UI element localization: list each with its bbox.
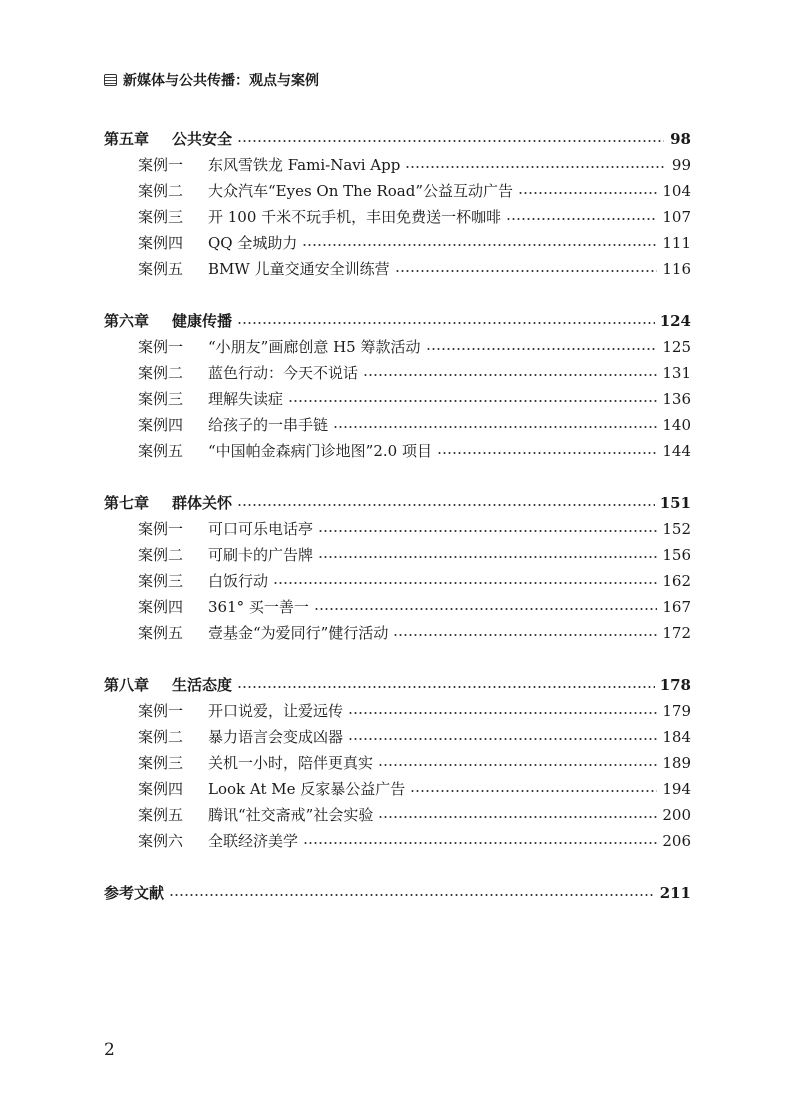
toc-case-entry[interactable] (104, 256, 691, 282)
toc-case-entry[interactable] (104, 334, 691, 360)
page-number: 178 (659, 676, 691, 694)
case-title: 361° 买一善一 (208, 598, 309, 616)
toc-case-entry[interactable] (104, 360, 691, 386)
dot-leader (426, 348, 658, 350)
page-number: 144 (662, 442, 691, 460)
chapter-number: 第八章 (104, 676, 150, 694)
case-title: QQ 全城助力 (208, 234, 298, 252)
dot-leader (318, 556, 657, 558)
case-title: 全联经济美学 (208, 832, 299, 850)
dot-leader (405, 166, 664, 168)
chapter-number: 第七章 (104, 494, 150, 512)
chapter-8 (104, 672, 691, 854)
toc-case-entry[interactable] (104, 724, 691, 750)
dot-leader (393, 634, 657, 636)
case-number: 案例一 (138, 156, 184, 174)
toc-chapter-entry[interactable] (104, 308, 691, 334)
case-title: 可刷卡的广告牌 (208, 546, 314, 564)
toc-case-entry[interactable] (104, 230, 691, 256)
case-number: 案例六 (138, 832, 184, 850)
page-number: 125 (662, 338, 691, 356)
chapter-5 (104, 126, 691, 282)
page-number: 151 (659, 494, 691, 512)
page-number: 206 (662, 832, 691, 850)
page-number: 131 (662, 364, 691, 382)
toc-case-entry[interactable] (104, 386, 691, 412)
case-number: 案例一 (138, 338, 184, 356)
case-title: 关机一小时，陪伴更真实 (208, 754, 374, 772)
case-title: 暴力语言会变成凶器 (208, 728, 344, 746)
case-title: 给孩子的一串手链 (208, 416, 329, 434)
page-number: 167 (662, 598, 691, 616)
toc-case-entry[interactable] (104, 698, 691, 724)
case-number: 案例四 (138, 780, 184, 798)
page-number: 107 (662, 208, 691, 226)
dot-leader (302, 244, 657, 246)
dot-leader (237, 504, 655, 506)
dot-leader (169, 894, 655, 896)
page-number: 184 (662, 728, 691, 746)
chapter-title: 公共安全 (172, 130, 233, 148)
case-number: 案例五 (138, 442, 184, 460)
page-number: 211 (659, 884, 691, 902)
case-title: 开 100 千米不玩手机，丰田免费送一杯咖啡 (208, 208, 502, 226)
dot-leader (318, 530, 657, 532)
case-title: BMW 儿童交通安全训练营 (208, 260, 390, 278)
toc-case-entry[interactable] (104, 412, 691, 438)
dot-leader (237, 140, 664, 142)
toc-case-entry[interactable] (104, 802, 691, 828)
dot-leader (378, 764, 657, 766)
toc-case-entry[interactable] (104, 750, 691, 776)
page-number: 124 (659, 312, 691, 330)
page-number: 179 (662, 702, 691, 720)
case-number: 案例三 (138, 390, 184, 408)
case-number: 案例二 (138, 182, 184, 200)
dot-leader (273, 582, 657, 584)
toc-case-entry[interactable] (104, 828, 691, 854)
case-number: 案例二 (138, 728, 184, 746)
toc-chapter-entry[interactable] (104, 490, 691, 516)
running-head (104, 70, 319, 90)
case-number: 案例二 (138, 546, 184, 564)
case-title: Look At Me 反家暴公益广告 (208, 780, 406, 798)
case-number: 案例四 (138, 234, 184, 252)
case-title: “小朋友”画廊创意 H5 筹款活动 (208, 338, 421, 356)
page-number: 140 (662, 416, 691, 434)
case-title: 腾讯“社交斋戒”社会实验 (208, 806, 374, 824)
case-number: 案例三 (138, 572, 184, 590)
dot-leader (410, 790, 657, 792)
chapter-title: 健康传播 (172, 312, 233, 330)
page-number: 99 (671, 156, 691, 174)
dot-leader (518, 192, 657, 194)
page-number: 156 (662, 546, 691, 564)
page-number: 200 (662, 806, 691, 824)
table-of-contents (104, 126, 691, 906)
case-title: 大众汽车“Eyes On The Road”公益互动广告 (208, 182, 514, 200)
page-number: 189 (662, 754, 691, 772)
dot-leader (348, 712, 657, 714)
case-number: 案例五 (138, 806, 184, 824)
dot-leader (363, 374, 657, 376)
case-number: 案例四 (138, 598, 184, 616)
chapter-title: 群体关怀 (172, 494, 233, 512)
chapter-title: 生活态度 (172, 676, 233, 694)
toc-case-entry[interactable] (104, 204, 691, 230)
dot-leader (237, 686, 655, 688)
page-number: 152 (662, 520, 691, 538)
case-number: 案例三 (138, 208, 184, 226)
chapter-number: 第六章 (104, 312, 150, 330)
chapter-number: 第五章 (104, 130, 150, 148)
dot-leader (437, 452, 657, 454)
toc-case-entry[interactable] (104, 568, 691, 594)
dot-leader (348, 738, 657, 740)
dot-leader (378, 816, 657, 818)
case-title: “中国帕金森病门诊地图”2.0 项目 (208, 442, 432, 460)
page-number: 172 (662, 624, 691, 642)
case-number: 案例一 (138, 702, 184, 720)
case-title: 可口可乐电话亭 (208, 520, 314, 538)
toc-case-entry[interactable] (104, 776, 691, 802)
dot-leader (333, 426, 657, 428)
book-icon (104, 74, 117, 86)
dot-leader (395, 270, 658, 272)
toc-chapter-entry[interactable] (104, 672, 691, 698)
case-number: 案例二 (138, 364, 184, 382)
page-number: 136 (662, 390, 691, 408)
case-number: 案例四 (138, 416, 184, 434)
case-number: 案例五 (138, 260, 184, 278)
case-title: 蓝色行动：今天不说话 (208, 364, 359, 382)
page-number: 116 (662, 260, 691, 278)
case-title: 理解失读症 (208, 390, 284, 408)
dot-leader (237, 322, 655, 324)
toc-case-entry[interactable] (104, 542, 691, 568)
folio-page-number: 2 (104, 1040, 115, 1060)
toc-chapter-entry[interactable] (104, 126, 691, 152)
page-number: 104 (662, 182, 691, 200)
chapter-6 (104, 308, 691, 464)
toc-case-entry[interactable] (104, 594, 691, 620)
toc-case-entry[interactable] (104, 438, 691, 464)
dot-leader (303, 842, 657, 844)
toc-case-entry[interactable] (104, 516, 691, 542)
case-number: 案例一 (138, 520, 184, 538)
page-number: 162 (662, 572, 691, 590)
case-title: 东风雪铁龙 Fami-Navi App (208, 156, 401, 174)
page-number: 98 (670, 130, 691, 148)
case-title: 开口说爱，让爱远传 (208, 702, 344, 720)
chapter-7 (104, 490, 691, 646)
references-section (104, 880, 691, 906)
toc-references-entry[interactable] (104, 880, 691, 906)
toc-case-entry[interactable] (104, 178, 691, 204)
dot-leader (288, 400, 657, 402)
toc-case-entry[interactable] (104, 620, 691, 646)
case-number: 案例三 (138, 754, 184, 772)
dot-leader (314, 608, 657, 610)
toc-case-entry[interactable] (104, 152, 691, 178)
case-title: 壹基金“为爱同行”健行活动 (208, 624, 389, 642)
page-number: 194 (662, 780, 691, 798)
page-number: 111 (662, 234, 691, 252)
running-head-title: 新媒体与公共传播：观点与案例 (123, 73, 319, 89)
case-title: 白饭行动 (208, 572, 269, 590)
references-title: 参考文献 (104, 884, 165, 902)
case-number: 案例五 (138, 624, 184, 642)
dot-leader (506, 218, 657, 220)
